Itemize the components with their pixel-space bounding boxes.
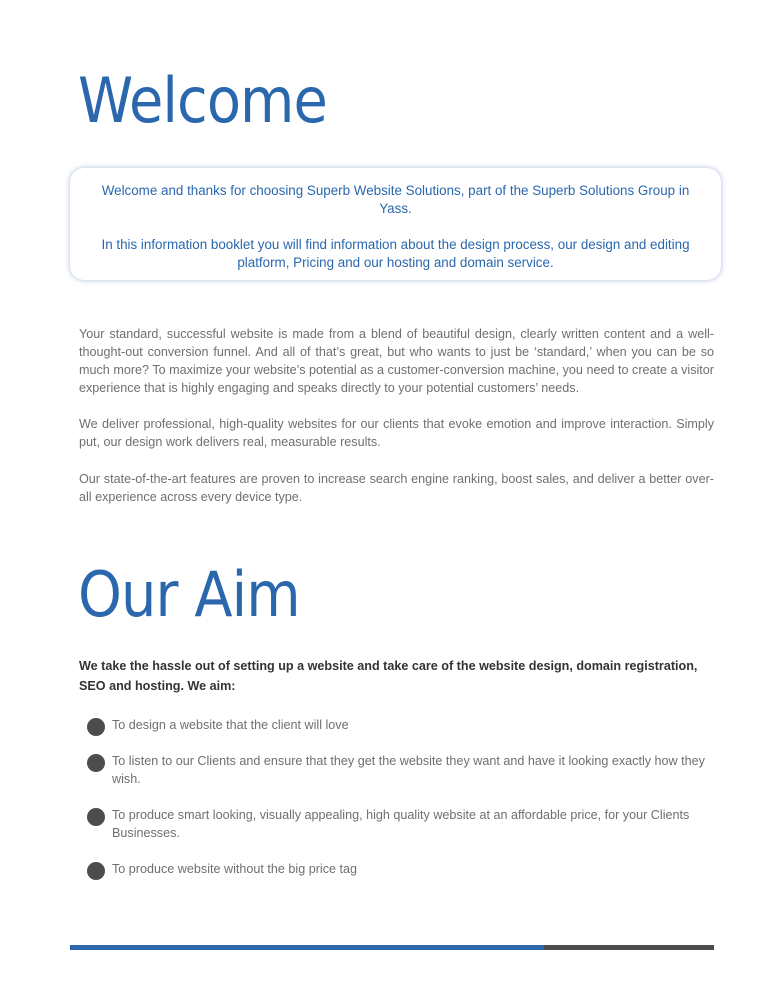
bullet-dot-icon [87,754,105,772]
footer-bar-blue [70,945,544,950]
aim-item-text: To listen to our Clients and ensure that they get the website they want and have it looking exactly how they wish. [112,754,705,786]
welcome-intro-box [70,168,721,280]
bullet-dot-icon [87,808,105,826]
aim-item-text: To produce website without the big price tag [112,862,358,876]
intro-paragraph-2: We deliver professional, high-quality websites for our clients that evoke emotion and improve interaction. Simply put, our design work delivers real, measurable results. [79,417,714,449]
welcome-heading: Welcome [78,64,327,137]
bullet-dot-icon [87,718,105,736]
bullet-dot-icon [87,862,105,880]
intro-paragraph-3: Our state-of-the-art features are proven to increase search engine ranking, boost sales, and deliver a better over-all experience across every device type. [79,472,714,504]
aim-item-text: To produce smart looking, visually appealing, high quality website at an affordable price, for your Clients Businesses. [112,808,690,840]
footer-bar-gray [544,945,714,950]
welcome-box-line-1: Welcome and thanks for choosing Superb Website Solutions, part of the Superb Solutions Group in Yass. [101,183,690,216]
aim-list-item [87,806,717,842]
aim-list-item [87,716,717,734]
welcome-box-line-2: In this information booklet you will find information about the design process, our design and editing platform, Pricing and our hosting and domain service. [101,237,690,270]
our-aim-heading: Our Aim [78,558,300,631]
intro-paragraph-1: Your standard, successful website is made from a blend of beautiful design, clearly written content and a well-thought-out conversion funnel. And all of that’s great, but who wants to just be ‘standard,’ when you can be so much more? To maximize your website’s potential as a customer-conversion machine, you need to create a visitor experience that is highly engaging and speaks directly to your potential customers’ needs. [79,327,714,395]
aim-item-text: To design a website that the client will love [112,718,349,732]
aim-list-item [87,752,717,788]
aim-intro-text: We take the hassle out of setting up a website and take care of the website design, domain registration, SEO and hosting. We aim: [79,659,698,693]
aim-list [87,716,717,896]
aim-list-item [87,860,717,878]
